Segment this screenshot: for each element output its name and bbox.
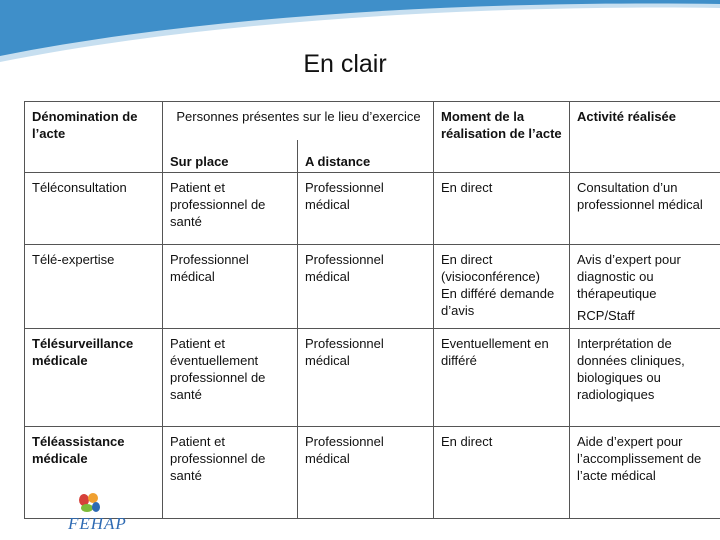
moment-differe: En différé demande d’avis (441, 286, 555, 318)
slide-title: En clair (303, 50, 387, 78)
cell-a-distance: Professionnel médical (298, 245, 434, 329)
table-row (25, 245, 720, 329)
cell-acte: Télé-expertise (25, 245, 163, 329)
activite-avis: Avis d’expert pour diagnostic ou thérapeutique (577, 252, 681, 301)
activite-rcp: RCP/Staff (577, 308, 635, 323)
cell-sur-place: Patient et professionnel de santé (163, 173, 298, 245)
cell-activite: Interprétation de données cliniques, biologiques ou radiologiques (570, 329, 720, 427)
cell-a-distance: Professionnel médical (298, 329, 434, 427)
cell-activite: Aide d’expert pour l’accomplissement de l’acte médical (570, 427, 720, 519)
cell-moment: En direct (434, 427, 570, 519)
header-a-distance: A distance (298, 140, 434, 173)
cell-acte: Téléconsultation (25, 173, 163, 245)
header-denomination: Dénomination de l’acte (25, 102, 163, 173)
logo-text: FEHAP (68, 514, 127, 533)
table-header-row (25, 102, 720, 141)
cell-sur-place: Patient et éventuellement professionnel de santé (163, 329, 298, 427)
header-moment: Moment de la réalisation de l’acte (434, 102, 570, 173)
cell-moment: Eventuellement en différé (434, 329, 570, 427)
cell-a-distance: Professionnel médical (298, 427, 434, 519)
header-activite: Activité réalisée (570, 102, 720, 173)
cell-sur-place: Professionnel médical (163, 245, 298, 329)
cell-activite (570, 245, 720, 329)
telemedicine-table (24, 101, 720, 519)
cell-a-distance: Professionnel médical (298, 173, 434, 245)
moment-direct: En direct (visioconférence) (441, 252, 540, 284)
cell-moment (434, 245, 570, 329)
cell-activite: Consultation d’un professionnel médical (570, 173, 720, 245)
cell-sur-place: Patient et professionnel de santé (163, 427, 298, 519)
cell-acte: Téléassistance médicale (25, 427, 163, 519)
header-personnes: Personnes présentes sur le lieu d’exercice (163, 102, 434, 141)
header-sur-place: Sur place (163, 140, 298, 173)
cell-moment: En direct (434, 173, 570, 245)
table-row (25, 329, 720, 427)
table-row (25, 173, 720, 245)
cell-acte: Télésurveillance médicale (25, 329, 163, 427)
